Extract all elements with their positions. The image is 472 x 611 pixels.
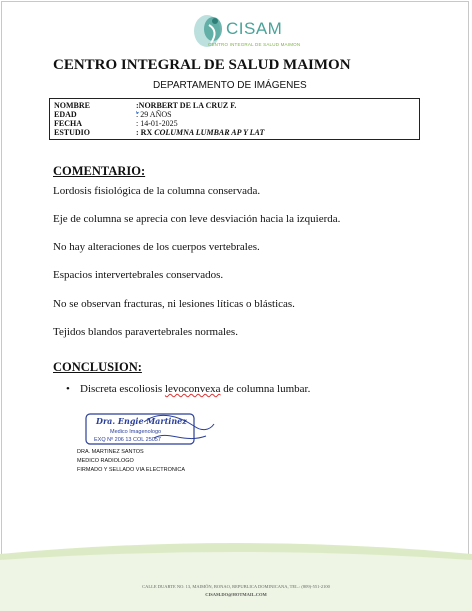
signature-note: FIRMADO Y SELLADO VIA ELECTRONICA [77, 467, 185, 473]
comment-line: Lordosis fisiológica de la columna conservada. [53, 185, 261, 197]
bullet-icon: • [66, 383, 70, 395]
conclusion-text-end: de columna lumbar. [220, 383, 311, 395]
footer-address: CALLE DUARTE NO. 13, MAIMÓN, BONAO, REPUBLICA DOMINICANA, TEL.: (809)-551-2100 [142, 584, 330, 589]
stamp-name: Dra. Engie Martinez [96, 416, 187, 426]
study-name: COLUMNA LUMBAR AP Y LAT [154, 128, 265, 137]
signature-block [77, 448, 185, 475]
comment-heading: COMENTARIO: [53, 164, 146, 178]
page-title: CENTRO INTEGRAL DE SALUD MAIMON [53, 57, 351, 73]
stamp-role: Medico Imagenologo [110, 429, 162, 435]
stamp-ids: EXQ Nº 206 13 COL 25057 [94, 437, 161, 443]
comment-line: Eje de columna se aprecia con leve desviación hacia la izquierda. [53, 213, 341, 225]
info-value [136, 119, 178, 128]
conclusion-flagged-word: levoconvexa [164, 383, 221, 395]
logo-wordmark: CISAM [226, 19, 283, 38]
study-prefix: RX [140, 128, 153, 137]
comment-line: Tejidos blandos paravertebrales normales. [53, 326, 238, 338]
signature-name: DRA. MARTINEZ SANTOS [77, 449, 144, 455]
footer-email: CISAM.DO@HOTMAIL.COM [205, 592, 267, 597]
patient-age: 29 AÑOS [140, 110, 172, 119]
patient-name: NORBERT DE LA CRUZ F. [138, 101, 237, 110]
doctor-stamp [84, 408, 216, 450]
info-value [136, 110, 172, 119]
study-date: 14-01-2025 [140, 119, 178, 128]
department-name: DEPARTAMENTO DE IMÁGENES [153, 80, 307, 91]
info-label: FECHA [54, 119, 82, 128]
info-value [136, 128, 264, 137]
info-separator: : [136, 110, 139, 119]
conclusion-text-start: Discreta escoliosis [80, 383, 165, 395]
comment-line: No se observan fracturas, ni lesiones líticas o blásticas. [53, 298, 295, 310]
comment-line: Espacios intervertebrales conservados. [53, 269, 224, 281]
logo-tagline: CENTRO INTEGRAL DE SALUD MAIMON [208, 42, 301, 47]
conclusion-item [66, 383, 310, 395]
patient-info-box [49, 98, 420, 140]
info-label: NOMBRE [54, 101, 90, 110]
info-separator: : [136, 119, 139, 128]
info-label: EDAD [54, 110, 77, 119]
info-label: ESTUDIO [54, 128, 91, 137]
conclusion-heading: CONCLUSION: [53, 360, 142, 374]
info-value [136, 101, 236, 110]
signature-title: MEDICO RADIOLOGO [77, 458, 134, 464]
comment-line: No hay alteraciones de los cuerpos vertebrales. [53, 241, 260, 253]
info-separator: : [136, 101, 139, 110]
info-separator: : [136, 128, 139, 137]
footer-wave [0, 540, 472, 611]
